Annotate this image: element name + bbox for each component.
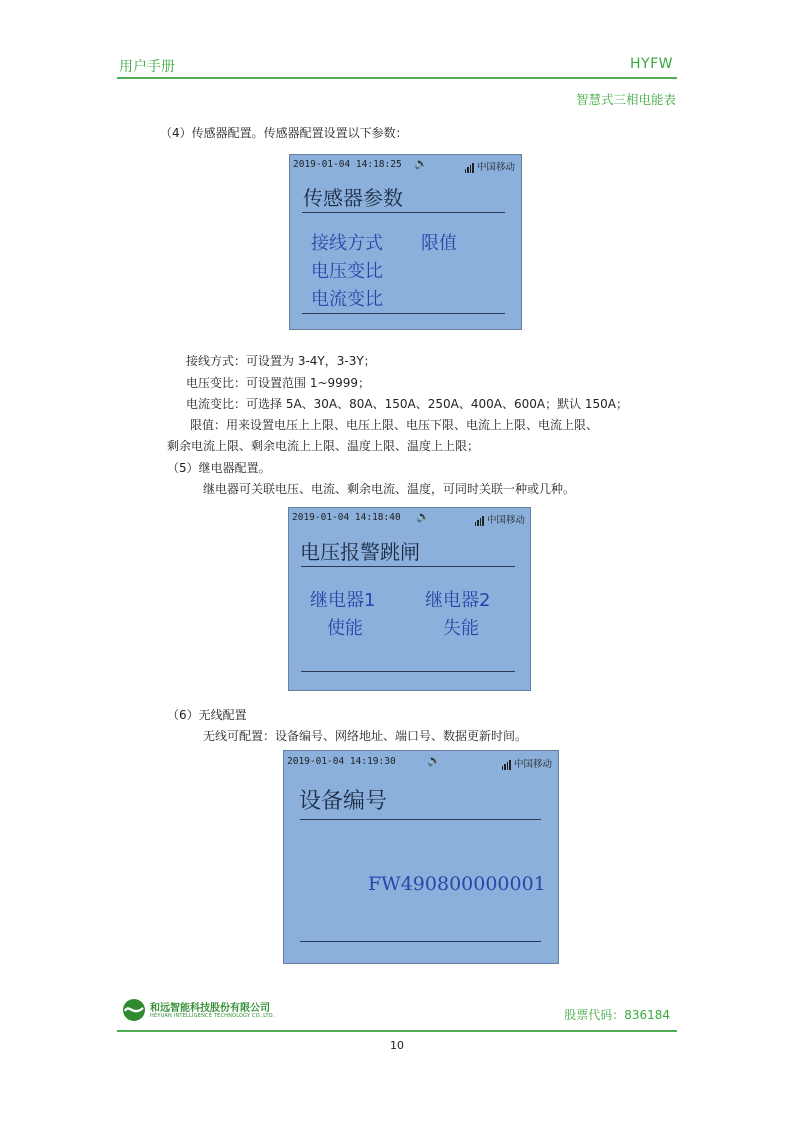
- lcd-screen-relay: [288, 507, 531, 691]
- relay2-state: 失能: [443, 618, 479, 639]
- lcd-divider: [300, 819, 541, 820]
- lcd-carrier: [475, 512, 525, 526]
- lcd-screen-sensor: [289, 154, 522, 330]
- lcd-title: 电压报警跳闸: [300, 540, 420, 564]
- param-limit-cont: 剩余电流上限、剩余电流上上限、温度上限、温度上上限；: [167, 439, 480, 453]
- section5-heading: （5）继电器配置。: [167, 461, 271, 475]
- lcd-datetime: 2019-01-04 14:19:30: [287, 756, 396, 767]
- speaker-icon: 🔈: [414, 157, 428, 170]
- section6-heading: （6）无线配置: [167, 708, 247, 722]
- signal-icon: [475, 515, 485, 526]
- relay2-label: 继电器2: [425, 590, 491, 611]
- lcd-screen-wireless: [283, 750, 559, 964]
- speaker-icon: 🔈: [416, 510, 430, 523]
- header-divider: [117, 77, 677, 79]
- section4-heading: （4）传感器配置。传感器配置设置以下参数：: [160, 126, 408, 140]
- signal-icon: [502, 759, 512, 770]
- lcd-divider: [300, 941, 541, 942]
- param-voltage-ratio: 电压变比：可设置范围 1~9999；: [186, 376, 371, 390]
- header-brand: HYFW: [630, 56, 673, 72]
- lcd-carrier: [502, 756, 552, 770]
- footer-stock-code: 股票代码：836184: [564, 1008, 670, 1022]
- lcd-divider: [302, 313, 505, 314]
- lcd-divider: [301, 671, 515, 672]
- param-limit: 限值：用来设置电压上上限、电压上限、电压下限、电流上上限、电流上限、: [190, 418, 599, 432]
- company-logo-icon: [122, 998, 146, 1022]
- lcd-divider: [301, 566, 515, 567]
- param-current-ratio: 电流变比：可选择 5A、30A、80A、150A、250A、400A、600A；默认 150A；: [186, 397, 628, 411]
- header-manual-title: 用户手册: [119, 59, 175, 75]
- carrier-label: 中国移动: [513, 759, 552, 770]
- menu-item-current-ratio: 电流变比: [311, 289, 383, 310]
- carrier-label: 中国移动: [476, 162, 515, 173]
- relay1-label: 继电器1: [310, 590, 376, 611]
- lcd-title: 设备编号: [299, 789, 388, 814]
- menu-item-wiring: 接线方式: [311, 233, 383, 254]
- relay1-state: 使能: [327, 618, 363, 639]
- lcd-datetime: 2019-01-04 14:18:25: [293, 159, 402, 170]
- footer-company-name: 和远智能科技股份有限公司: [150, 1003, 270, 1014]
- lcd-datetime: 2019-01-04 14:18:40: [292, 512, 401, 523]
- lcd-divider: [302, 212, 505, 213]
- signal-icon: [465, 162, 475, 173]
- footer-divider: [117, 1030, 677, 1032]
- menu-item-limit: 限值: [421, 233, 457, 254]
- section6-desc: 无线可配置：设备编号、网络地址、端口号、数据更新时间。: [203, 729, 528, 743]
- header-product-name: 智慧式三相电能表: [575, 92, 676, 107]
- device-id-value: FW490800000001: [368, 873, 546, 895]
- lcd-carrier: [465, 159, 515, 173]
- page-number: 10: [390, 1039, 404, 1052]
- footer-company-name-en: HEYUAN INTELLIGENCE TECHNOLOGY CO.,LTD.: [150, 1013, 275, 1019]
- param-wiring: 接线方式：可设置为 3-4Y，3-3Y；: [186, 354, 376, 368]
- speaker-icon: 🔈: [427, 754, 441, 767]
- section5-desc: 继电器可关联电压、电流、剩余电流、温度，可同时关联一种或几种。: [203, 482, 576, 496]
- lcd-title: 传感器参数: [303, 186, 403, 210]
- menu-item-voltage-ratio: 电压变比: [311, 261, 383, 282]
- carrier-label: 中国移动: [486, 515, 525, 526]
